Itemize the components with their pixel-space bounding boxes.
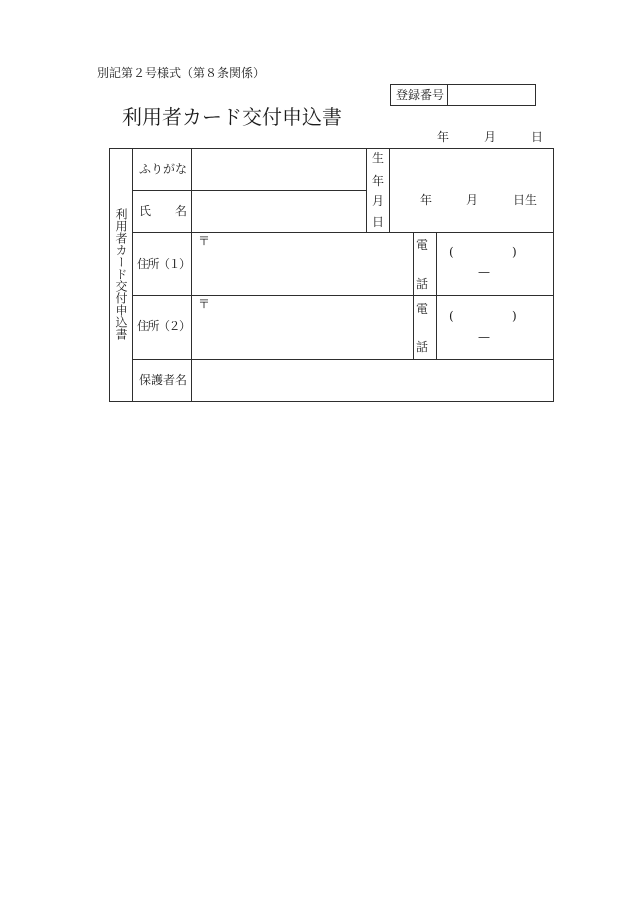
birthdate-label-char: 生 <box>372 151 385 165</box>
phone2-dash: — <box>478 330 490 344</box>
date-year-label: 年 <box>437 130 450 144</box>
phone1-value-cell <box>436 232 554 296</box>
form-number-note: 別記第２号様式（第８条関係） <box>97 66 266 80</box>
birthdate-month-label: 月 <box>466 193 479 207</box>
guardian-label: 保護者名 <box>139 373 188 387</box>
postal-mark-icon: 〒 <box>198 297 211 311</box>
phone2-label-char: 話 <box>416 340 429 354</box>
side-title: 利用者カード交付申込書 <box>114 208 128 340</box>
phone1-dash: — <box>478 265 490 279</box>
birthdate-label-char: 月 <box>372 194 385 208</box>
phone1-area-open-paren: ( <box>449 245 454 259</box>
date-month-label: 月 <box>484 130 497 144</box>
birthdate-value-cell <box>389 148 554 233</box>
phone1-label-char: 話 <box>416 277 429 291</box>
guardian-value-cell <box>191 359 554 402</box>
phone1-area-close-paren: ) <box>512 245 517 259</box>
furigana-label: ふりがな <box>139 162 188 176</box>
phone2-value-cell <box>436 295 554 360</box>
name-label: 氏 名 <box>139 204 188 218</box>
birthdate-year-label: 年 <box>420 193 433 207</box>
page-title: 利用者カード交付申込書 <box>122 105 342 129</box>
phone2-area-open-paren: ( <box>449 309 454 323</box>
birthdate-day-label: 日生 <box>513 193 538 207</box>
name-value-cell <box>191 190 367 233</box>
date-day-label: 日 <box>531 130 544 144</box>
address1-label: 住所（１） <box>137 257 190 271</box>
phone1-label-char: 電 <box>416 238 429 252</box>
registration-label: 登録番号 <box>396 88 445 102</box>
birthdate-label-char: 年 <box>372 174 385 188</box>
furigana-value-cell <box>191 148 367 191</box>
address1-value-cell <box>191 232 414 296</box>
postal-mark-icon: 〒 <box>198 234 211 248</box>
address2-label: 住所（２） <box>137 319 190 333</box>
address2-value-cell <box>191 295 414 360</box>
registration-value-cell <box>447 84 536 106</box>
phone2-area-close-paren: ) <box>512 309 517 323</box>
phone2-label-char: 電 <box>416 302 429 316</box>
birthdate-label-char: 日 <box>372 215 385 229</box>
